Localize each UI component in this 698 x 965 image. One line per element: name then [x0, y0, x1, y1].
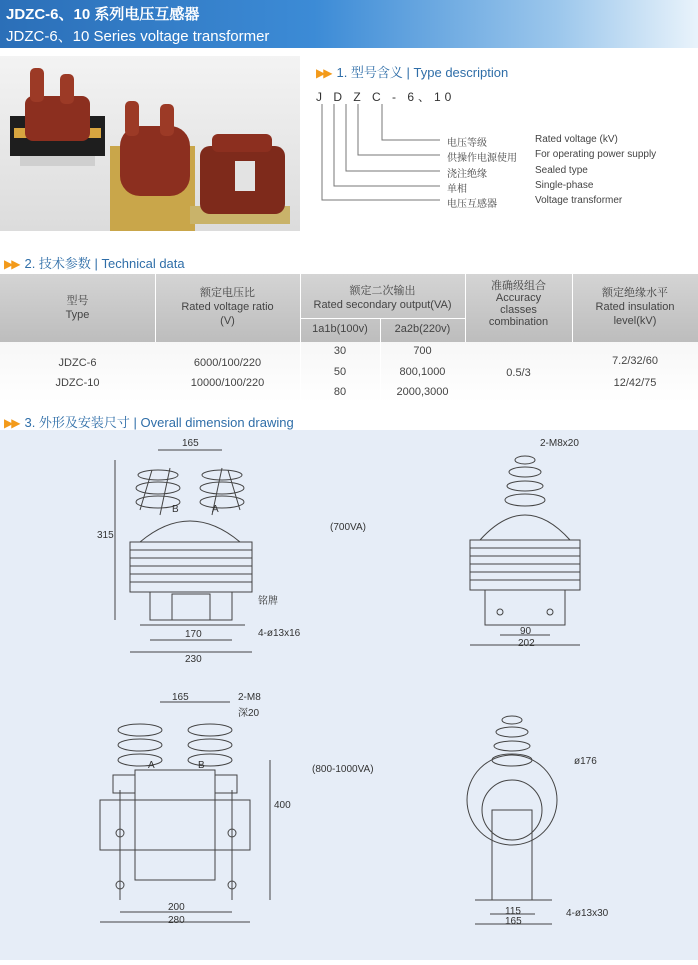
desc-en-2: For operating power supply	[535, 149, 657, 160]
out2-2: 800,1000	[399, 366, 446, 378]
dim-bl-depth: 深20	[238, 708, 260, 719]
dim-tr-90: 90	[520, 626, 532, 637]
desc-cn-1: 电压等级	[447, 138, 487, 149]
header-sub1: 1a1b(100v)	[312, 323, 368, 335]
terminal-b-2: B	[198, 760, 205, 771]
dim-tr-bolt: 2-M8x20	[540, 438, 579, 449]
accuracy: 0.5/3	[506, 367, 531, 379]
terminal-b: B	[172, 504, 179, 515]
header-ratio: 额定电压比 Rated voltage ratio (V)	[181, 287, 274, 327]
desc-cn-3: 浇注绝缘	[447, 169, 487, 180]
dim-bl-400: 400	[274, 800, 291, 811]
desc-cn-4: 单相	[447, 184, 467, 195]
desc-cn-2: 供操作电源使用	[447, 153, 517, 164]
desc-cn-5: 电压互感器	[447, 199, 497, 210]
model-code: J D Z C - 6、10	[316, 90, 456, 104]
header-accuracy: 准确级组合 Accuracy classes combination	[488, 280, 549, 328]
arrow-icon: ▶▶	[4, 416, 19, 430]
dim-br-115: 115	[505, 906, 521, 917]
dim-bl-165: 165	[172, 692, 189, 703]
type-1: JDZC-6	[58, 357, 97, 369]
header-sub2: 2a2b(220v)	[394, 323, 451, 335]
terminal-a: A	[212, 504, 219, 515]
ratio-2: 10000/100/220	[190, 377, 265, 389]
dim-tl-hole: 4-ø13x16	[258, 628, 301, 639]
dim-bl-bolt: 2-M8	[238, 692, 261, 703]
out2-1: 700	[413, 345, 432, 357]
header-type: 型号 Type	[65, 295, 90, 321]
desc-en-1: Rated voltage (kV)	[535, 134, 618, 145]
dim-tl-170: 170	[185, 629, 202, 640]
dim-br-165: 165	[505, 916, 522, 927]
dimension-drawing-area	[0, 430, 698, 960]
dim-tr-202: 202	[518, 638, 535, 649]
dim-bl-200: 200	[168, 902, 185, 913]
dim-bl-280: 280	[168, 915, 185, 926]
header-output: 额定二次输出 Rated secondary output(VA)	[313, 285, 452, 311]
desc-en-3: Sealed type	[535, 165, 588, 176]
desc-en-5: Voltage transformer	[535, 195, 623, 206]
section-dimension-drawing-title: ▶▶ 3. 外形及安装尺寸 | Overall dimension drawing	[4, 415, 294, 430]
out1-2: 50	[333, 366, 347, 378]
out1-1: 30	[333, 345, 347, 357]
out2-3: 2000,3000	[396, 386, 449, 398]
title-en: JDZC-6、10 Series voltage transformer	[6, 28, 270, 45]
dim-tl-165: 165	[182, 438, 199, 449]
page-header	[0, 0, 698, 48]
label-800-1000va: (800-1000VA)	[312, 764, 374, 775]
section-technical-data-title: ▶▶ 2. 技术参数 | Technical data	[4, 256, 185, 271]
dim-tl-230: 230	[185, 654, 202, 665]
dim-br-hole: 4-ø13x30	[566, 908, 609, 919]
section-type-description-title: ▶▶ 1. 型号含义 | Type description	[316, 65, 509, 80]
dim-br-dia: ø176	[574, 756, 597, 767]
terminal-a-2: A	[148, 760, 155, 771]
desc-en-4: Single-phase	[535, 180, 594, 191]
out1-3: 80	[333, 386, 347, 398]
arrow-icon: ▶▶	[4, 257, 19, 271]
insulation-1: 7.2/32/60	[612, 355, 658, 367]
ratio-1: 6000/100/220	[193, 357, 262, 369]
arrow-icon: ▶▶	[316, 66, 331, 80]
dim-tl-nameplate: 铭牌	[258, 596, 278, 607]
title-cn: JDZC-6、10 系列电压互感器	[6, 6, 200, 23]
dimension-drawing	[0, 430, 698, 960]
label-700va: (700VA)	[330, 522, 366, 533]
insulation-2: 12/42/75	[613, 377, 657, 389]
header-insulation: 额定绝缘水平 Rated insulation level(kV)	[595, 287, 675, 327]
type-2: JDZC-10	[55, 377, 100, 389]
technical-data-table	[0, 274, 698, 402]
product-photo	[0, 56, 300, 231]
dim-tl-315: 315	[97, 530, 114, 541]
